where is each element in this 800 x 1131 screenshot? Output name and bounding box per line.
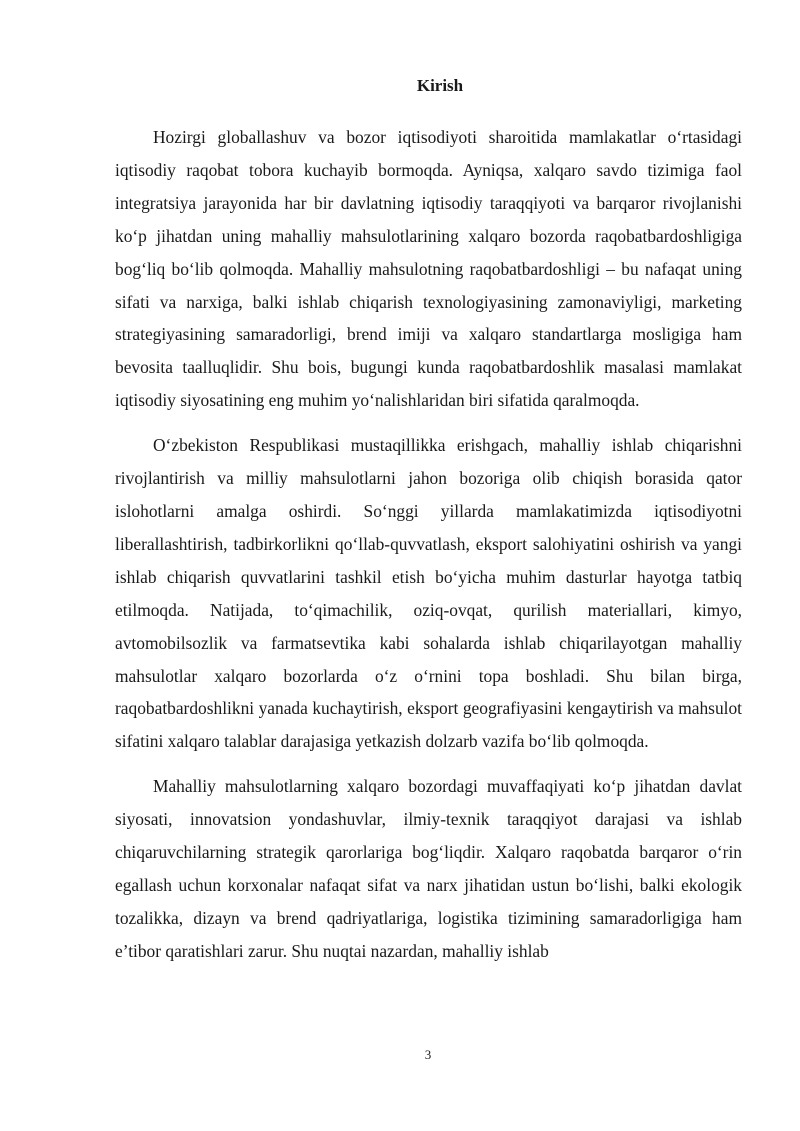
section-title: Kirish [416, 76, 464, 95]
body-text [115, 121, 742, 980]
paragraph-3: Mahalliy mahsulotlarning xalqaro bozordagi muvaffaqiyati ko‘p jihatdan davlat siyosati, innovatsion yondashuvlar, ilmiy-texnik taraqqiyot darajasi va ishlab chiqaruvchilarning strategik qarorlariga bog‘liqdir. Xalqaro raqobatda barqaror o‘rin egallash uchun korxonalar nafaqat sifat va narx jihatidan ustun bo‘lishi, balki ekologik tozalikka, dizayn va brend qadriyatlariga, logistika tizimining samaradorligiga ham e’tibor qaratishlari zarur. Shu nuqtai nazardan, mahalliy ishlab [115, 776, 742, 961]
paragraph-2: O‘zbekiston Respublikasi mustaqillikka erishgach, mahalliy ishlab chiqarishni rivojlantirish va milliy mahsulotlarni jahon bozoriga olib chiqish borasida qator islohotlarni amalga oshirdi. So‘nggi yillarda mamlakatimizda iqtisodiyotni liberallashtirish, tadbirkorlikni qo‘llab-quvvatlash, eksport salohiyatini oshirish va yangi ishlab chiqarish quvvatlarini tashkil etish bo‘yicha muhim dasturlar hayotga tatbiq etilmoqda. Natijada, to‘qimachilik, oziq-ovqat, qurilish materiallari, kimyo, avtomobilsozlik va farmatsevtika kabi sohalarda ishlab chiqarilayotgan mahalliy mahsulotlar xalqaro bozorlarda o‘z o‘rnini topa boshladi. Shu bilan birga, raqobatbardoshlikni yanada kuchaytirish, eksport geografiyasini kengaytirish va mahsulot sifatini xalqaro talablar darajasiga yetkazish dolzarb vazifa bo‘lib qolmoqda. [115, 435, 742, 752]
paragraph-1: Hozirgi globallashuv va bozor iqtisodiyoti sharoitida mamlakatlar o‘rtasidagi iqtisodiy raqobat tobora kuchayib bormoqda. Ayniqsa, xalqaro savdo tizimiga faol integratsiya jarayonida har bir davlatning iqtisodiy taraqqiyoti va barqaror rivojlanishi ko‘p jihatdan uning mahalliy mahsulotlarining xalqaro bozorda raqobatbardoshligiga bog‘liq bo‘lib qolmoqda. Mahalliy mahsulotning raqobatbardoshligi – bu nafaqat uning sifati va narxiga, balki ishlab chiqarish texnologiyasining zamonaviyligi, marketing strategiyasining samaradorligi, brend imiji va xalqaro standartlarga mosligiga ham bevosita taalluqlidir. Shu bois, bugungi kunda raqobatbardoshlik masalasi mamlakat iqtisodiy siyosatining eng muhim yo‘nalishlaridan biri sifatida qaralmoqda. [115, 127, 742, 411]
page-number: 3 [424, 1047, 432, 1062]
